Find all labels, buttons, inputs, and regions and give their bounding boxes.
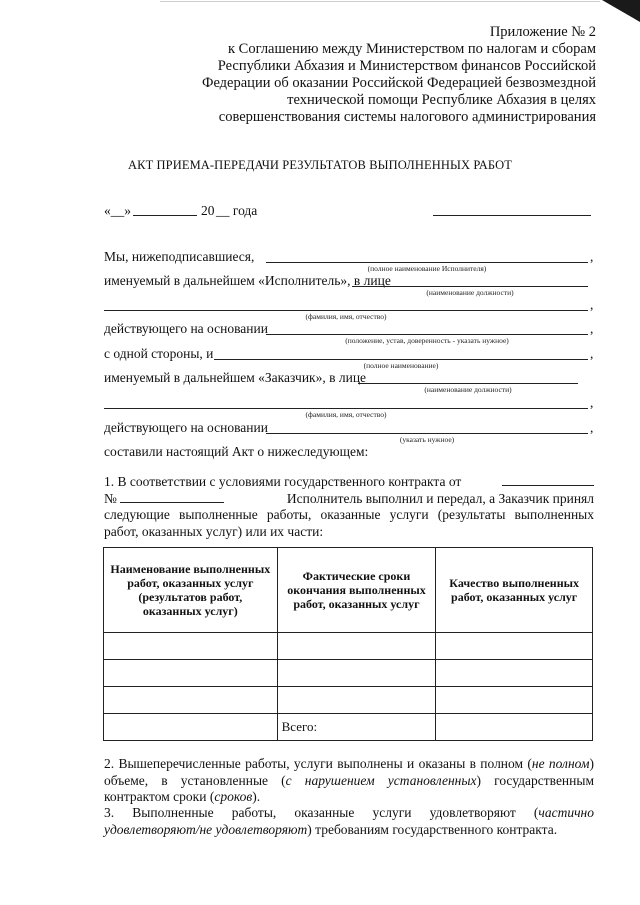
clause-2-italic-c: сроков	[214, 789, 253, 804]
table-cell[interactable]	[277, 633, 436, 660]
header-quality: Качество выполненных работ, оказанных услуг	[436, 548, 593, 633]
table-cell[interactable]	[104, 660, 278, 687]
named-executor-label: именуемый в дальнейшем «Исполнитель», в лице	[104, 273, 391, 288]
customer-name-caption: (полное наименование)	[363, 361, 439, 370]
acting-basis-label-2: действующего на основании	[104, 420, 268, 435]
customer-basis-caption: (указать нужное)	[399, 435, 455, 444]
total-label: Всего:	[277, 714, 436, 741]
header-line-2: Республики Абхазия и Министерством финансов Российской	[217, 58, 596, 74]
executor-position-blank[interactable]	[352, 286, 588, 287]
table-cell[interactable]	[104, 633, 278, 660]
clause-2-italic-a: не полном	[531, 756, 590, 771]
date-month-blank[interactable]	[133, 215, 197, 216]
clause-3-text-a: 3. Выполненные работы, оказанные услуги удовлетворяют (	[104, 805, 539, 820]
table-cell[interactable]	[436, 660, 593, 687]
contract-number-sign: №	[104, 490, 117, 506]
executor-name-blank[interactable]	[266, 262, 588, 263]
clause-1	[104, 474, 594, 540]
table-row	[104, 687, 593, 714]
clause-2-text-c: ) государственным контрактом сроки (	[104, 772, 594, 804]
date-day: «__»	[104, 203, 131, 218]
comma: ,	[590, 395, 594, 410]
one-side-label: с одной стороны, и	[104, 346, 214, 361]
executor-fio-caption: (фамилия, имя, отчество)	[305, 312, 387, 321]
clause-1-line-1-text: 1. В соответствии с условиями государственного контракта от	[104, 474, 462, 489]
comma: ,	[590, 420, 594, 435]
results-table	[103, 547, 593, 741]
header-line-3: Федерации об оказании Российской Федерацией безвозмездной	[201, 75, 596, 91]
clause-3	[104, 805, 594, 838]
comma: ,	[590, 297, 594, 312]
scan-edge-line	[160, 1, 600, 2]
appendix-number: Приложение № 2	[489, 24, 596, 40]
clause-2-text-d: ).	[252, 789, 261, 804]
contract-number-blank[interactable]	[120, 491, 224, 503]
executor-basis-blank[interactable]	[266, 334, 588, 335]
table-row	[104, 660, 593, 687]
comma: ,	[590, 346, 594, 361]
clause-2-italic-b: с нарушением установленных	[285, 772, 477, 788]
comma: ,	[590, 321, 594, 336]
scan-corner-mark	[602, 0, 640, 22]
table-header-row	[104, 548, 593, 633]
executor-name-caption: (полное наименование Исполнителя)	[367, 264, 487, 273]
customer-position-caption: (наименование должности)	[424, 385, 512, 394]
header-actual-dates: Фактические сроки окончания выполненных работ, оказанных услуг	[277, 548, 436, 633]
executor-basis-caption: (положение, устав, доверенность - указать нужное)	[345, 336, 509, 345]
table-row	[104, 633, 593, 660]
acting-basis-label-1: действующего на основании	[104, 321, 268, 336]
clause-3-text-b: ) требованиям государственного контракта.	[307, 821, 558, 837]
date-year-prefix: 20	[201, 203, 215, 218]
clause-2	[104, 756, 594, 806]
table-cell[interactable]	[104, 687, 278, 714]
table-cell[interactable]	[277, 687, 436, 714]
place-blank[interactable]	[433, 215, 591, 216]
header-line-5: совершенствования системы налогового администрирования	[218, 109, 596, 125]
table-cell[interactable]	[277, 660, 436, 687]
clause-2-text-b: ) объеме, в установленные (	[104, 756, 594, 788]
we-undersigned-label: Мы, нижеподписавшиеся,	[104, 249, 255, 264]
clause-1-rest: следующие выполненные работы, оказанные услуги (результаты выполненных работ, оказанных услуг) или их части:	[104, 507, 594, 539]
header-works-name: Наименование выполненных работ, оказанных услуг (результатов работ, оказанных услуг)	[104, 548, 278, 633]
table-cell[interactable]	[104, 714, 278, 741]
customer-position-blank[interactable]	[358, 383, 578, 384]
customer-fio-blank[interactable]	[104, 408, 588, 409]
customer-name-blank[interactable]	[214, 359, 588, 360]
table-cell[interactable]	[436, 633, 593, 660]
comma: ,	[590, 249, 594, 264]
appendix-header	[156, 24, 596, 126]
clause-2-text-a: 2. Вышеперечисленные работы, услуги выполнены и оказаны в полном (	[104, 756, 532, 771]
customer-fio-caption: (фамилия, имя, отчество)	[305, 410, 387, 419]
executor-position-caption: (наименование должности)	[426, 288, 514, 297]
table-cell[interactable]	[436, 687, 593, 714]
table-cell[interactable]	[436, 714, 593, 741]
contract-date-blank[interactable]	[502, 474, 594, 486]
executor-fio-blank[interactable]	[104, 310, 588, 311]
header-line-4: технической помощи Республике Абхазия в целях	[287, 92, 596, 108]
header-line-1: к Соглашению между Министерством по налогам и сборам	[228, 41, 596, 57]
clause-1-line-2-text: Исполнитель выполнил и передал, а Заказчик принял	[286, 490, 594, 506]
named-customer-label: именуемый в дальнейшем «Заказчик», в лице	[104, 370, 367, 385]
table-total-row	[104, 714, 593, 741]
date-year-suffix: __ года	[216, 203, 258, 218]
document-title: АКТ ПРИЕМА-ПЕРЕДАЧИ РЕЗУЛЬТАТОВ ВЫПОЛНЕННЫХ РАБОТ	[128, 158, 512, 172]
customer-basis-blank[interactable]	[266, 433, 588, 434]
compiled-statement: составили настоящий Акт о нижеследующем:	[104, 444, 369, 459]
clause-3-italic: частично удовлетворяют/не удовлетворяют	[104, 805, 594, 837]
